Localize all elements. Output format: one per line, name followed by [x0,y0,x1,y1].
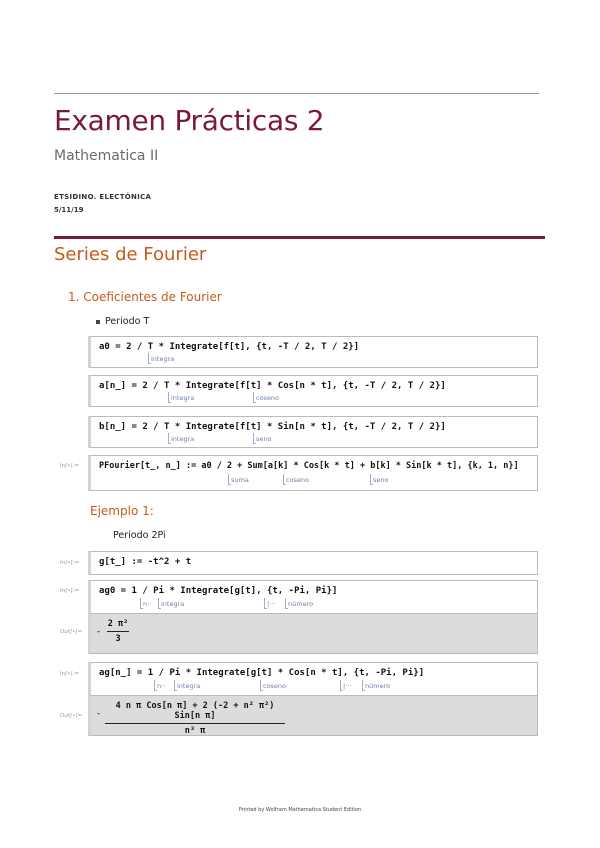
cell-label: Out[•]= [60,713,83,719]
minus-sign: - [97,709,101,719]
cell-code: g[t_] := -t^2 + t [99,557,192,567]
cell-hint: n·· [157,682,166,690]
minus-sign: - [97,627,101,637]
input-cell-ag0[interactable] [88,580,538,614]
cell-code: a[n_] = 2 / T * Integrate[f[t] * Cos[n * t], {t, -T / 2, T / 2}] [99,381,446,391]
cell-hint: número [365,682,391,690]
cell-hint: suma [231,476,249,484]
cell-hint: seno [373,476,389,484]
input-cell-a0[interactable] [88,336,538,368]
date-text: 5/11/19 [54,206,84,214]
cell-label: Out[•]= [60,629,83,635]
cell-hint: coseno [256,394,280,402]
cell-label: In[•]:= [60,588,80,594]
cell-code: ag0 = 1 / Pi * Integrate[g[t], {t, -Pi, Pi}] [99,586,338,596]
output-cell-agn [88,696,538,736]
cell-hint: |··· [343,682,352,690]
cell-code: ag[n_] = 1 / Pi * Integrate[g[t] * Cos[n * t], {t, -Pi, Pi}] [99,668,425,678]
denominator: n³ π [184,726,206,736]
output-cell-ag0 [88,614,538,654]
fraction [105,701,285,736]
cell-hint: seno [256,435,272,443]
fraction [107,619,129,644]
fraction-bar [105,723,285,724]
top-rule [54,93,539,94]
bullet-item [96,316,149,327]
subsection-title: 1. Coeficientes de Fourier [68,290,222,304]
denominator: 3 [115,634,121,644]
input-cell-pfourier[interactable] [88,455,538,491]
numerator: 4 n π Cos[n π] + 2 (-2 + n² π²) Sin[n π] [115,701,275,721]
document-title: Examen Prácticas 2 [54,104,325,137]
cell-hint: integra [161,600,185,608]
cell-hint: número [288,600,314,608]
cell-hint: integra [171,394,195,402]
cell-hint: integra [177,682,201,690]
section-rule [54,236,545,239]
input-cell-bn[interactable] [88,416,538,448]
cell-hint: coseno [263,682,287,690]
fraction-bar [107,631,129,632]
cell-label: In[•]:= [60,671,80,677]
cell-label: In[•]:= [60,463,80,469]
input-cell-g[interactable] [88,551,538,575]
cell-hint: coseno [286,476,310,484]
school-text: ETSIDINO. ELECTÓNICA [54,193,152,201]
document-subtitle: Mathematica II [54,148,159,164]
numerator: 2 π² [107,619,129,629]
input-cell-an[interactable] [88,375,538,407]
input-cell-agn[interactable] [88,662,538,696]
example-period: Periodo 2Pi [113,530,166,541]
footer-text: Printed by Wolfram Mathematica Student Edition [238,807,362,813]
cell-hint: |··· [267,600,276,608]
cell-hint: integra [171,435,195,443]
cell-label: In[•]:= [60,560,80,566]
cell-code: a0 = 2 / T * Integrate[f[t], {t, -T / 2, T / 2}] [99,342,360,352]
section-title: Series de Fourier [54,244,207,265]
cell-hint: integra [151,355,175,363]
bullet-label: Periodo T [105,316,150,327]
cell-code: PFourier[t_, n_] := a0 / 2 + Sum[a[k] * Cos[k * t] + b[k] * Sin[k * t], {k, 1, n}] [99,461,519,471]
example-title: Ejemplo 1: [90,504,154,518]
bullet-icon [96,320,100,324]
cell-hint: n·· [143,600,152,608]
cell-code: b[n_] = 2 / T * Integrate[f[t] * Sin[n * t], {t, -T / 2, T / 2}] [99,422,446,432]
